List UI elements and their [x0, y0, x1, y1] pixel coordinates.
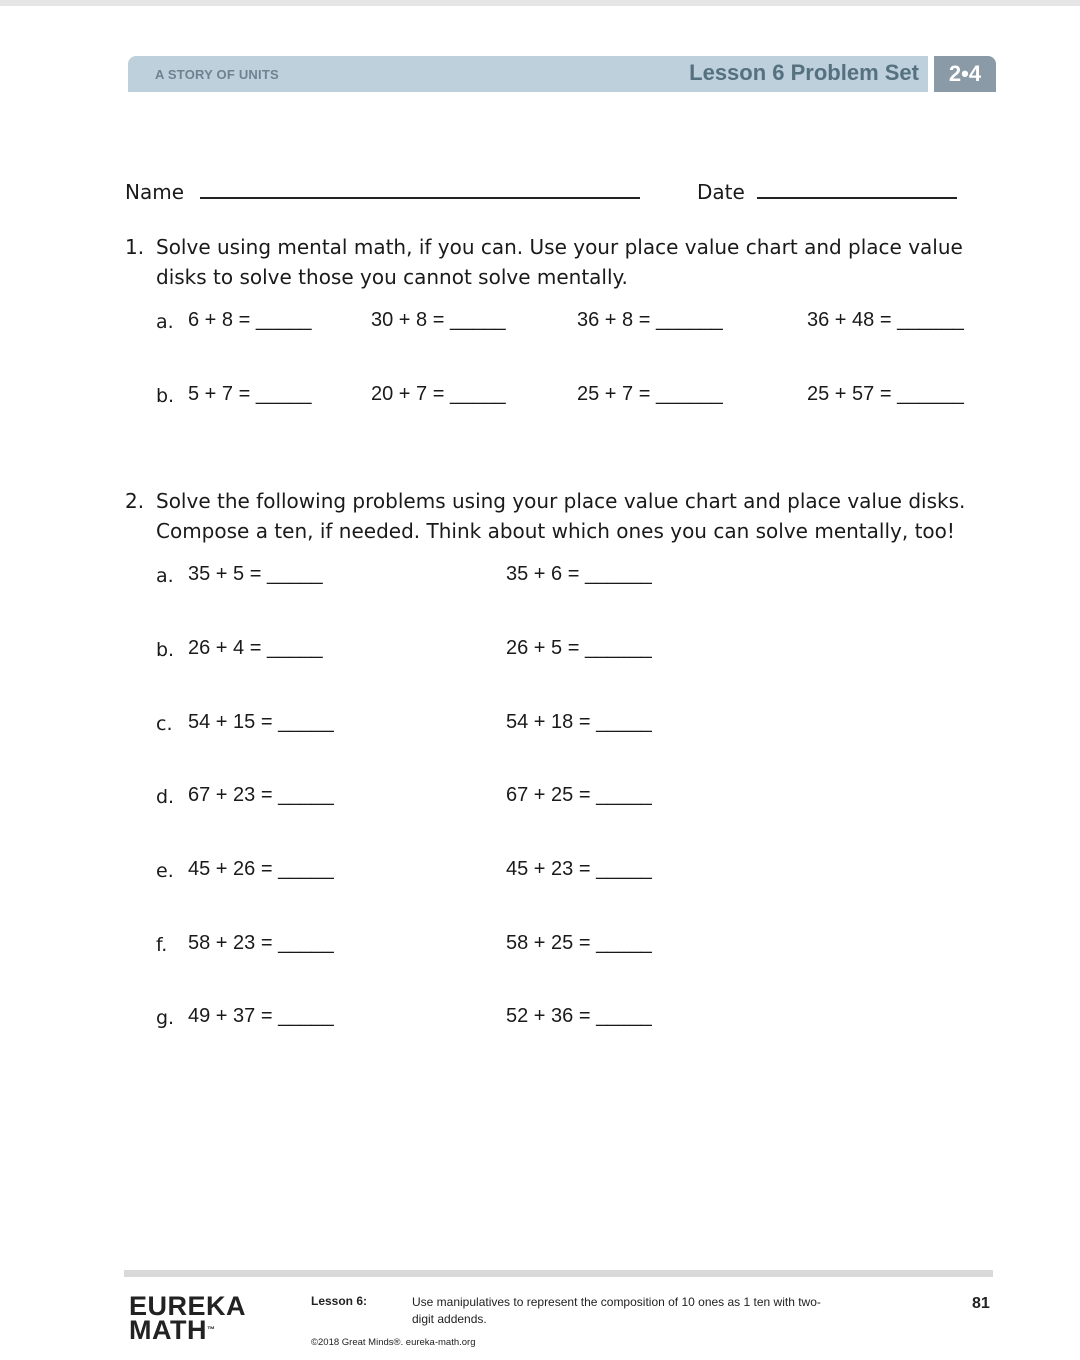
date-field[interactable] — [757, 197, 957, 199]
question-2-number: 2. — [125, 489, 145, 513]
q1b-problem-3[interactable]: 25 + 7 = ______ — [577, 383, 723, 405]
q1a-problem-2[interactable]: 30 + 8 = _____ — [371, 309, 506, 331]
top-edge — [0, 0, 1080, 6]
q1b-problem-2[interactable]: 20 + 7 = _____ — [371, 383, 506, 405]
q1b-problem-1[interactable]: 5 + 7 = _____ — [188, 383, 312, 405]
footer-lesson-description: Use manipulatives to represent the composition of 10 ones as 1 ten with two-digit addends. — [412, 1295, 821, 1326]
q2-row-f-label: f. — [156, 934, 168, 956]
q1a-problem-1[interactable]: 6 + 8 = _____ — [188, 309, 312, 331]
series-name: A STORY OF UNITS — [155, 67, 279, 82]
q2-row-c-label: c. — [156, 713, 173, 735]
date-row — [697, 180, 957, 204]
question-2-text: Solve the following problems using your place value chart and place value disks. Compose a ten, if needed. Think about which ones you can solve mentally, too! — [156, 489, 966, 543]
q1a-problem-4[interactable]: 36 + 48 = ______ — [807, 309, 964, 331]
name-label: Name — [125, 180, 185, 204]
logo-line-2: MATH — [129, 1315, 207, 1345]
name-field[interactable] — [200, 197, 640, 199]
q2b-problem-right[interactable]: 26 + 5 = ______ — [506, 637, 652, 659]
q2-row-b-label: b. — [156, 639, 175, 661]
q2a-problem-right[interactable]: 35 + 6 = ______ — [506, 563, 652, 585]
footer-rule — [124, 1270, 993, 1277]
q2d-problem-right[interactable]: 67 + 25 = _____ — [506, 784, 652, 806]
date-label: Date — [697, 180, 745, 204]
q2e-problem-right[interactable]: 45 + 23 = _____ — [506, 858, 652, 880]
q1-row-b-label: b. — [156, 385, 175, 407]
q2-row-e-label: e. — [156, 860, 174, 882]
question-1-text: Solve using mental math, if you can. Use your place value chart and place value disks to solve those you cannot solve mentally. — [156, 235, 963, 289]
footer-copyright: ©2018 Great Minds®. eureka-math.org — [311, 1337, 476, 1348]
lesson-code-badge: 2•4 — [934, 56, 996, 92]
q2c-problem-right[interactable]: 54 + 18 = _____ — [506, 711, 652, 733]
q1b-problem-4[interactable]: 25 + 57 = ______ — [807, 383, 964, 405]
q2d-problem-left[interactable]: 67 + 23 = _____ — [188, 784, 334, 806]
header-band — [128, 56, 928, 92]
q2-row-g-label: g. — [156, 1007, 175, 1029]
q2g-problem-right[interactable]: 52 + 36 = _____ — [506, 1005, 652, 1027]
logo-line-1: EUREKA — [129, 1291, 247, 1321]
eureka-math-logo — [129, 1291, 247, 1345]
q2b-problem-left[interactable]: 26 + 4 = _____ — [188, 637, 323, 659]
page-number: 81 — [972, 1295, 990, 1312]
question-1-number: 1. — [125, 235, 145, 259]
q2-row-d-label: d. — [156, 786, 175, 808]
q2e-problem-left[interactable]: 45 + 26 = _____ — [188, 858, 334, 880]
footer-lesson-label: Lesson 6: — [311, 1294, 368, 1308]
q1-row-a-label: a. — [156, 311, 174, 333]
q2c-problem-left[interactable]: 54 + 15 = _____ — [188, 711, 334, 733]
q2f-problem-left[interactable]: 58 + 23 = _____ — [188, 932, 334, 954]
q2-row-a-label: a. — [156, 565, 174, 587]
q1a-problem-3[interactable]: 36 + 8 = ______ — [577, 309, 723, 331]
q2g-problem-left[interactable]: 49 + 37 = _____ — [188, 1005, 334, 1027]
name-row — [125, 180, 640, 204]
logo-trademark: ™ — [206, 1325, 216, 1334]
q2a-problem-left[interactable]: 35 + 5 = _____ — [188, 563, 323, 585]
lesson-title: Lesson 6 Problem Set — [689, 60, 919, 85]
q2f-problem-right[interactable]: 58 + 25 = _____ — [506, 932, 652, 954]
